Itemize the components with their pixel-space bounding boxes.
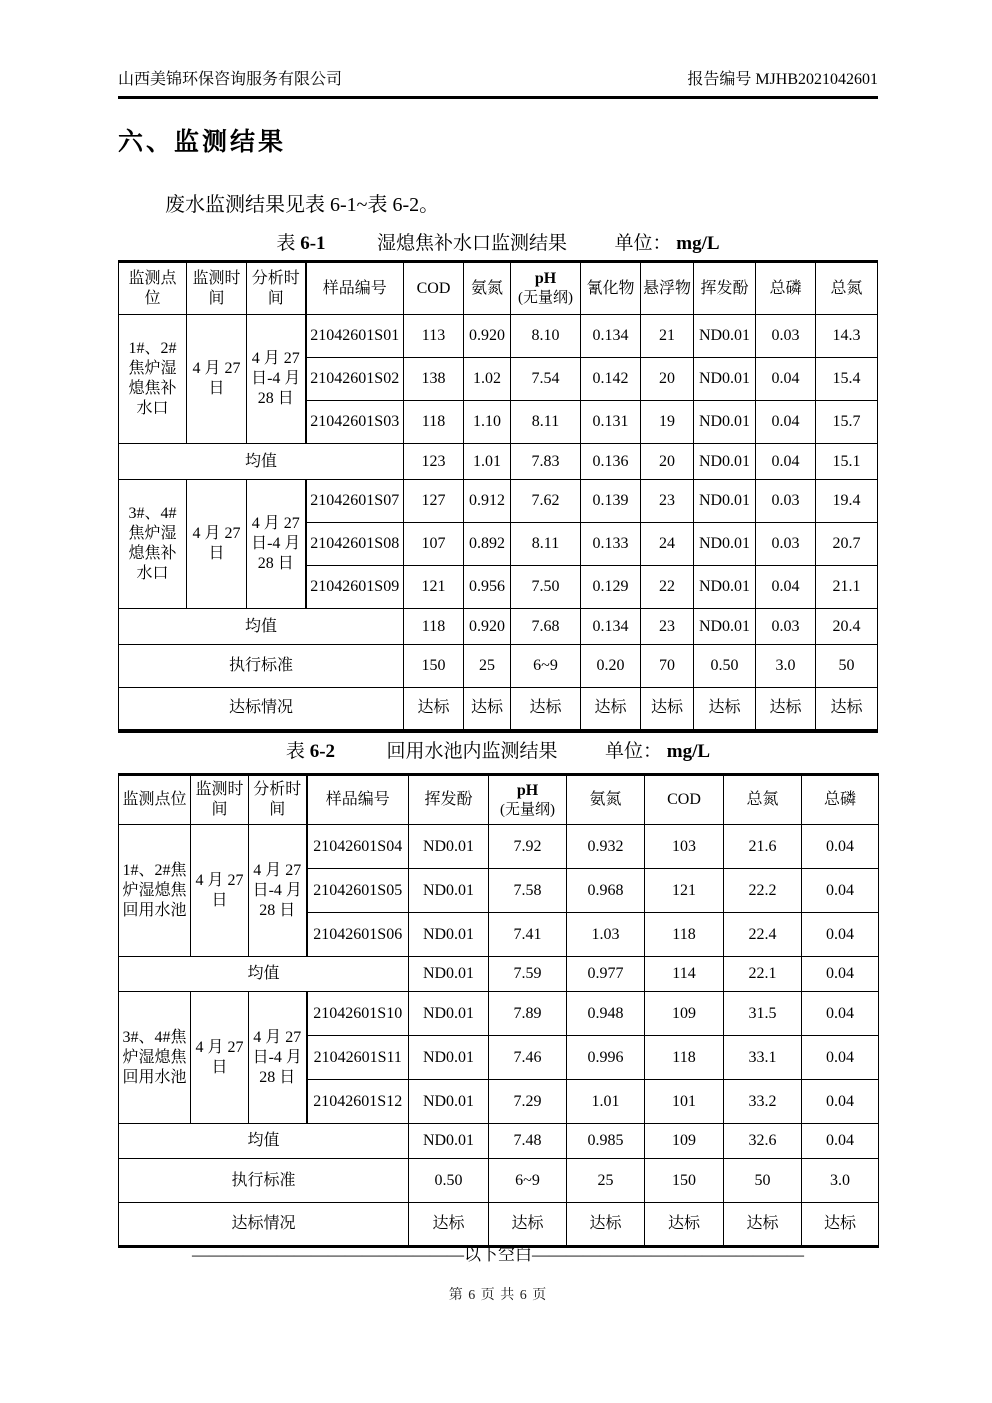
cod-compliance: 达标 [404, 688, 464, 731]
tn-standard: 50 [816, 645, 878, 688]
page-header [118, 66, 878, 89]
ph-standard: 6~9 [511, 645, 581, 688]
nh3n-value: 0.968 [567, 869, 645, 913]
tp-value: 0.04 [802, 1124, 879, 1159]
col-tp: 总磷 [802, 775, 879, 825]
cod-value: 138 [404, 358, 464, 401]
col-ss: 悬浮物 [641, 262, 694, 315]
header-rule [118, 96, 878, 99]
analysis-time-cell: 4 月 27 日-4 月 28 日 [249, 825, 307, 957]
ph-standard: 6~9 [489, 1159, 567, 1203]
sample-time-cell: 4 月 27 日 [191, 992, 249, 1124]
sample-id-cell: 21042601S05 [307, 869, 409, 913]
cod-value: 127 [404, 480, 464, 523]
nh3n-compliance: 达标 [464, 688, 511, 731]
tp-value: 0.04 [802, 1080, 879, 1124]
phenol-value: ND0.01 [409, 869, 489, 913]
cyanide-value: 0.134 [581, 315, 641, 358]
col-nh3n: 氨氮 [567, 775, 645, 825]
tp-value: 0.04 [802, 825, 879, 869]
tn-value: 15.1 [816, 444, 878, 480]
tn-value: 33.2 [724, 1080, 802, 1124]
sample-id-cell: 21042601S12 [307, 1080, 409, 1124]
sample-id-cell: 21042601S03 [306, 401, 404, 444]
site-cell: 3#、4#焦炉湿熄焦回用水池 [119, 992, 191, 1124]
col-tn: 总氮 [816, 262, 878, 315]
tp-value: 0.04 [802, 869, 879, 913]
tn-value: 22.4 [724, 913, 802, 957]
cyanide-value: 0.133 [581, 523, 641, 566]
cod-value: 118 [645, 1036, 724, 1080]
tn-compliance: 达标 [816, 688, 878, 731]
cyanide-compliance: 达标 [581, 688, 641, 731]
cod-value: 109 [645, 992, 724, 1036]
ph-value: 7.48 [489, 1124, 567, 1159]
tp-value: 0.04 [802, 992, 879, 1036]
cod-value: 118 [645, 913, 724, 957]
tp-value: 0.03 [756, 609, 816, 645]
nh3n-compliance: 达标 [567, 1203, 645, 1247]
table-header-row [119, 262, 878, 315]
table-header-row [119, 775, 879, 825]
sample-id-cell: 21042601S10 [307, 992, 409, 1036]
nh3n-value: 0.920 [464, 609, 511, 645]
ph-value: 8.10 [511, 315, 581, 358]
phenol-compliance: 达标 [409, 1203, 489, 1247]
compliance-label-cell: 达标情况 [119, 688, 404, 731]
nh3n-standard: 25 [464, 645, 511, 688]
sample-id-cell: 21042601S04 [307, 825, 409, 869]
nh3n-value: 1.10 [464, 401, 511, 444]
ph-value: 7.62 [511, 480, 581, 523]
table-6-2-caption [118, 736, 878, 763]
sample-row [119, 315, 878, 358]
nh3n-value: 0.948 [567, 992, 645, 1036]
sample-row [119, 825, 879, 869]
cod-standard: 150 [645, 1159, 724, 1203]
tp-value: 0.03 [756, 315, 816, 358]
cyanide-value: 0.131 [581, 401, 641, 444]
tn-value: 20.4 [816, 609, 878, 645]
tp-compliance: 达标 [756, 688, 816, 731]
mean-row [119, 444, 878, 480]
cod-value: 121 [645, 869, 724, 913]
phenol-value: ND0.01 [694, 480, 756, 523]
sample-id-cell: 21042601S01 [306, 315, 404, 358]
caption-title: 回用水池内监测结果 [386, 741, 558, 762]
tn-value: 14.3 [816, 315, 878, 358]
ss-value: 20 [641, 444, 694, 480]
page-number: 第 6 页 共 6 页 [448, 1288, 548, 1303]
ss-value: 24 [641, 523, 694, 566]
mean-label-cell: 均值 [119, 444, 404, 480]
ph-value: 7.83 [511, 444, 581, 480]
sample-id-cell: 21042601S09 [306, 566, 404, 609]
col-site: 监测点位 [119, 262, 187, 315]
caption-number: 6-1 [300, 233, 326, 254]
sample-id-cell: 21042601S08 [306, 523, 404, 566]
ph-label: pH [516, 781, 539, 799]
nh3n-value: 0.985 [567, 1124, 645, 1159]
sample-id-cell: 21042601S11 [307, 1036, 409, 1080]
phenol-value: ND0.01 [409, 825, 489, 869]
mean-row [119, 609, 878, 645]
col-ph [511, 262, 581, 315]
standard-label-cell: 执行标准 [119, 1159, 409, 1203]
phenol-standard: 0.50 [409, 1159, 489, 1203]
tn-value: 22.1 [724, 957, 802, 992]
nh3n-value: 0.932 [567, 825, 645, 869]
tn-value: 20.7 [816, 523, 878, 566]
tp-value: 0.04 [802, 1036, 879, 1080]
cyanide-value: 0.136 [581, 444, 641, 480]
sample-id-cell: 21042601S07 [306, 480, 404, 523]
caption-unit: mg/L [676, 233, 720, 254]
cod-value: 107 [404, 523, 464, 566]
col-sample-id: 样品编号 [307, 775, 409, 825]
ss-value: 21 [641, 315, 694, 358]
phenol-value: ND0.01 [694, 315, 756, 358]
cod-value: 103 [645, 825, 724, 869]
col-site: 监测点位 [119, 775, 191, 825]
sample-time-cell: 4 月 27 日 [187, 315, 247, 444]
cyanide-value: 0.139 [581, 480, 641, 523]
phenol-value: ND0.01 [694, 358, 756, 401]
ph-value: 7.29 [489, 1080, 567, 1124]
phenol-value: ND0.01 [409, 1036, 489, 1080]
sample-time-cell: 4 月 27 日 [191, 825, 249, 957]
nh3n-value: 1.01 [567, 1080, 645, 1124]
company-name: 山西美锦环保咨询服务有限公司 [118, 71, 343, 88]
ph-value: 7.50 [511, 566, 581, 609]
sample-time-cell: 4 月 27 日 [187, 480, 247, 609]
cyanide-value: 0.134 [581, 609, 641, 645]
ph-label: pH [534, 270, 557, 288]
analysis-time-cell: 4 月 27 日-4 月 28 日 [247, 480, 306, 609]
ss-value: 23 [641, 609, 694, 645]
tp-standard: 3.0 [802, 1159, 879, 1203]
standard-row [119, 645, 878, 688]
col-analysis-time: 分析时间 [247, 262, 306, 315]
col-sample-time: 监测时间 [191, 775, 249, 825]
tn-value: 33.1 [724, 1036, 802, 1080]
ph-value: 7.54 [511, 358, 581, 401]
tn-value: 22.2 [724, 869, 802, 913]
nh3n-value: 0.996 [567, 1036, 645, 1080]
ph-unit-note: (无量纲) [500, 801, 555, 818]
tn-value: 21.1 [816, 566, 878, 609]
mean-row [119, 957, 879, 992]
phenol-value: ND0.01 [694, 523, 756, 566]
cod-value: 101 [645, 1080, 724, 1124]
report-number: 报告编号 MJHB2021042601 [687, 71, 878, 88]
tp-value: 0.04 [802, 957, 879, 992]
caption-title: 湿熄焦补水口监测结果 [377, 233, 568, 254]
caption-unit-label: 单位： [614, 233, 672, 254]
cod-value: 113 [404, 315, 464, 358]
ss-value: 20 [641, 358, 694, 401]
phenol-value: ND0.01 [694, 609, 756, 645]
site-cell: 1#、2#焦炉湿熄焦回用水池 [119, 825, 191, 957]
ss-value: 23 [641, 480, 694, 523]
caption-number: 6-2 [309, 741, 336, 762]
table-6-1 [118, 260, 878, 733]
sample-id-cell: 21042601S02 [306, 358, 404, 401]
section-title: 六、监测结果 [118, 129, 287, 156]
col-cod: COD [404, 262, 464, 315]
ph-value: 7.59 [489, 957, 567, 992]
ph-value: 7.41 [489, 913, 567, 957]
cod-standard: 150 [404, 645, 464, 688]
tp-value: 0.04 [756, 566, 816, 609]
ph-compliance: 达标 [489, 1203, 567, 1247]
site-cell: 1#、2#焦炉湿熄焦补水口 [119, 315, 187, 444]
ss-value: 22 [641, 566, 694, 609]
ph-value: 8.11 [511, 523, 581, 566]
cod-value: 114 [645, 957, 724, 992]
sample-id-cell: 21042601S06 [307, 913, 409, 957]
tn-value: 21.6 [724, 825, 802, 869]
table-6-1-caption [118, 228, 878, 255]
cyanide-value: 0.142 [581, 358, 641, 401]
compliance-label-cell: 达标情况 [119, 1203, 409, 1247]
phenol-value: ND0.01 [409, 1124, 489, 1159]
ph-value: 7.46 [489, 1036, 567, 1080]
col-cod: COD [645, 775, 724, 825]
col-cyanide: 氰化物 [581, 262, 641, 315]
phenol-value: ND0.01 [409, 913, 489, 957]
phenol-value: ND0.01 [409, 992, 489, 1036]
nh3n-value: 0.956 [464, 566, 511, 609]
phenol-standard: 0.50 [694, 645, 756, 688]
tp-standard: 3.0 [756, 645, 816, 688]
compliance-row [119, 688, 878, 731]
below-blank-note: ————————————————以下空白———————————————— [192, 1245, 804, 1264]
nh3n-standard: 25 [567, 1159, 645, 1203]
phenol-compliance: 达标 [694, 688, 756, 731]
tp-value: 0.04 [756, 358, 816, 401]
analysis-time-cell: 4 月 27 日-4 月 28 日 [247, 315, 306, 444]
site-cell: 3#、4#焦炉湿熄焦补水口 [119, 480, 187, 609]
col-analysis-time: 分析时间 [249, 775, 307, 825]
col-phenol: 挥发酚 [694, 262, 756, 315]
cod-value: 118 [404, 401, 464, 444]
phenol-value: ND0.01 [694, 566, 756, 609]
mean-label-cell: 均值 [119, 1124, 409, 1159]
ph-unit-note: (无量纲) [518, 290, 573, 307]
caption-label: 表 [285, 741, 305, 762]
tn-value: 32.6 [724, 1124, 802, 1159]
ph-compliance: 达标 [511, 688, 581, 731]
standard-row [119, 1159, 879, 1203]
sample-row [119, 480, 878, 523]
ph-value: 7.89 [489, 992, 567, 1036]
ss-value: 19 [641, 401, 694, 444]
col-sample-time: 监测时间 [187, 262, 247, 315]
ph-value: 7.92 [489, 825, 567, 869]
cyanide-value: 0.129 [581, 566, 641, 609]
mean-label-cell: 均值 [119, 609, 404, 645]
tn-compliance: 达标 [724, 1203, 802, 1247]
nh3n-value: 0.920 [464, 315, 511, 358]
ss-standard: 70 [641, 645, 694, 688]
nh3n-value: 0.892 [464, 523, 511, 566]
cod-value: 121 [404, 566, 464, 609]
standard-label-cell: 执行标准 [119, 645, 404, 688]
phenol-value: ND0.01 [409, 1080, 489, 1124]
tn-value: 15.7 [816, 401, 878, 444]
caption-label: 表 [276, 233, 296, 254]
tp-value: 0.04 [802, 913, 879, 957]
col-nh3n: 氨氮 [464, 262, 511, 315]
col-phenol: 挥发酚 [409, 775, 489, 825]
tn-value: 19.4 [816, 480, 878, 523]
phenol-value: ND0.01 [409, 957, 489, 992]
phenol-value: ND0.01 [694, 444, 756, 480]
intro-paragraph: 废水监测结果见表 6-1~表 6-2。 [165, 194, 440, 216]
caption-unit: mg/L [666, 741, 711, 762]
tp-value: 0.04 [756, 401, 816, 444]
col-tn: 总氮 [724, 775, 802, 825]
phenol-value: ND0.01 [694, 401, 756, 444]
sample-row [119, 992, 879, 1036]
cod-value: 118 [404, 609, 464, 645]
mean-row [119, 1124, 879, 1159]
mean-label-cell: 均值 [119, 957, 409, 992]
nh3n-value: 1.02 [464, 358, 511, 401]
col-sample-id: 样品编号 [306, 262, 404, 315]
nh3n-value: 0.977 [567, 957, 645, 992]
ph-value: 7.58 [489, 869, 567, 913]
cod-compliance: 达标 [645, 1203, 724, 1247]
tn-value: 15.4 [816, 358, 878, 401]
cod-value: 123 [404, 444, 464, 480]
tp-compliance: 达标 [802, 1203, 879, 1247]
col-tp: 总磷 [756, 262, 816, 315]
ph-value: 8.11 [511, 401, 581, 444]
cyanide-standard: 0.20 [581, 645, 641, 688]
caption-unit-label: 单位： [605, 741, 663, 762]
cod-value: 109 [645, 1124, 724, 1159]
tp-value: 0.03 [756, 480, 816, 523]
tp-value: 0.04 [756, 444, 816, 480]
nh3n-value: 1.01 [464, 444, 511, 480]
col-ph [489, 775, 567, 825]
table-6-2 [118, 773, 879, 1248]
nh3n-value: 0.912 [464, 480, 511, 523]
analysis-time-cell: 4 月 27 日-4 月 28 日 [249, 992, 307, 1124]
tn-standard: 50 [724, 1159, 802, 1203]
ph-value: 7.68 [511, 609, 581, 645]
tp-value: 0.03 [756, 523, 816, 566]
nh3n-value: 1.03 [567, 913, 645, 957]
ss-compliance: 达标 [641, 688, 694, 731]
tn-value: 31.5 [724, 992, 802, 1036]
